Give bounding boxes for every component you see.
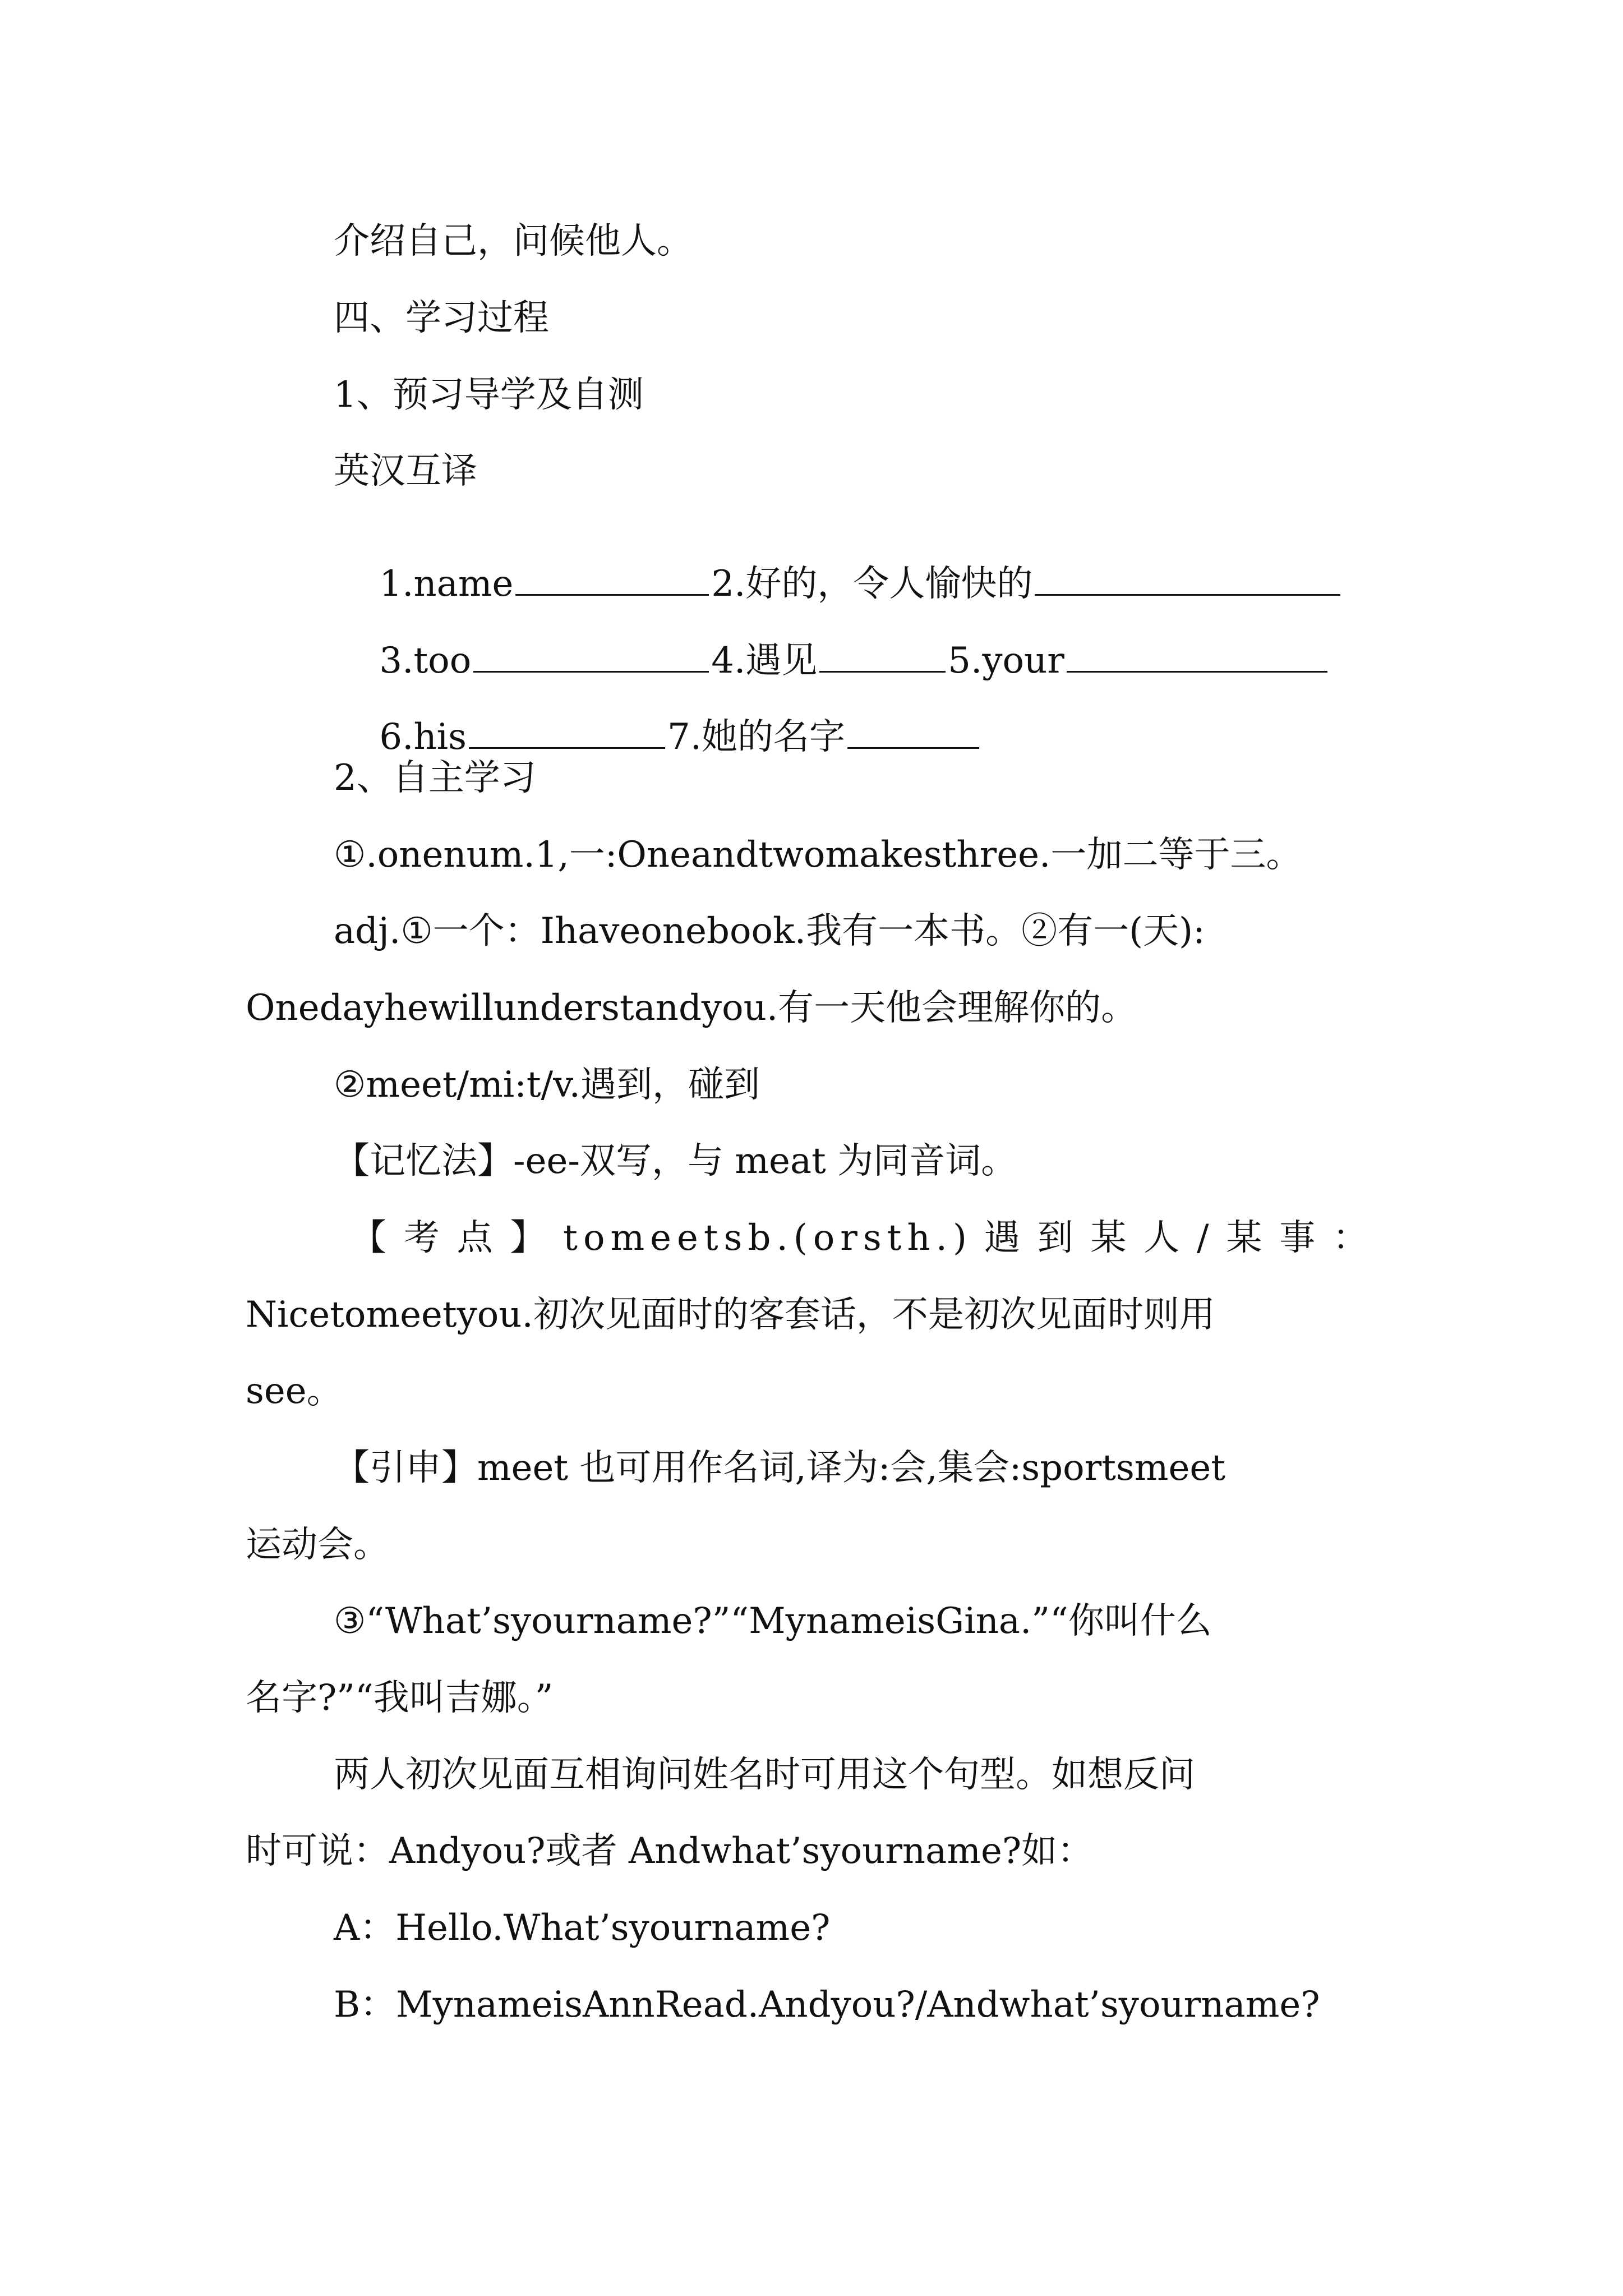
- note-exam-point-example: Nicetomeetyou.初次见面时的客套话，不是初次见面时则用: [246, 1294, 1215, 1336]
- note-usage-explanation: 两人初次见面互相询问姓名时可用这个句型。如想反问: [334, 1754, 1195, 1796]
- answer-blank-3[interactable]: [473, 671, 709, 673]
- answer-blank-7[interactable]: [847, 747, 979, 749]
- vocab-item-3: 3.too: [379, 640, 472, 682]
- note-one-example: Onedayhewillunderstandyou.有一天他会理解你的。: [246, 987, 1137, 1029]
- vocab-item-6: 6.his: [379, 716, 467, 758]
- intro-text: 介绍自己，问候他人。: [334, 220, 693, 262]
- answer-blank-2[interactable]: [1035, 594, 1340, 596]
- note-extension: 【引申】meet 也可用作名词,译为:会,集会:sportsmeet: [334, 1447, 1225, 1489]
- section-heading-learning-process: 四、学习过程: [334, 297, 549, 339]
- vocab-item-7: 7.她的名字: [667, 716, 846, 758]
- note-exam-point: 【考点】tomeetsb.(orsth.)遇到某人/某事：: [351, 1217, 1374, 1259]
- note-whats-your-name: ③“What’syourname?”“MynameisGina.”“你叫什么: [334, 1600, 1212, 1642]
- exercise-heading-translation: 英汉互译: [334, 450, 477, 492]
- note-usage-explanation-end: 时可说：Andyou?或者 Andwhat’syourname?如：: [246, 1830, 1094, 1872]
- answer-blank-1[interactable]: [515, 594, 709, 596]
- note-exam-point-end: see。: [246, 1370, 343, 1412]
- vocab-item-4: 4.遇见: [711, 640, 818, 682]
- dialogue-line-a: A：Hello.What’syourname?: [334, 1907, 831, 1949]
- note-one-numeral: ①.onenum.1,一:Oneandtwomakesthree.一加二等于三。: [334, 834, 1302, 876]
- subsection-heading-self-study: 2、自主学习: [334, 757, 536, 799]
- note-extension-end: 运动会。: [246, 1524, 389, 1566]
- vocab-item-1: 1.name: [379, 563, 514, 605]
- note-meet-definition: ②meet/mi:t/v.遇到，碰到: [334, 1064, 760, 1106]
- note-one-adjective: adj.①一个：Ihaveonebook.我有一本书。②有一(天):: [334, 910, 1205, 952]
- answer-blank-6[interactable]: [469, 747, 665, 749]
- vocab-item-2: 2.好的，令人愉快的: [711, 563, 1033, 605]
- answer-blank-5[interactable]: [1067, 671, 1327, 673]
- subsection-heading-preview: 1、预习导学及自测: [334, 374, 644, 416]
- answer-blank-4[interactable]: [819, 671, 946, 673]
- dialogue-line-b: B：MynameisAnnRead.Andyou?/Andwhat’syourname?: [334, 1984, 1320, 2026]
- note-whats-your-name-translation: 名字?”“我叫吉娜。”: [246, 1677, 554, 1719]
- vocab-item-5: 5.your: [948, 640, 1064, 682]
- note-memory-tip: 【记忆法】-ee-双写，与 meat 为同音词。: [334, 1140, 1017, 1182]
